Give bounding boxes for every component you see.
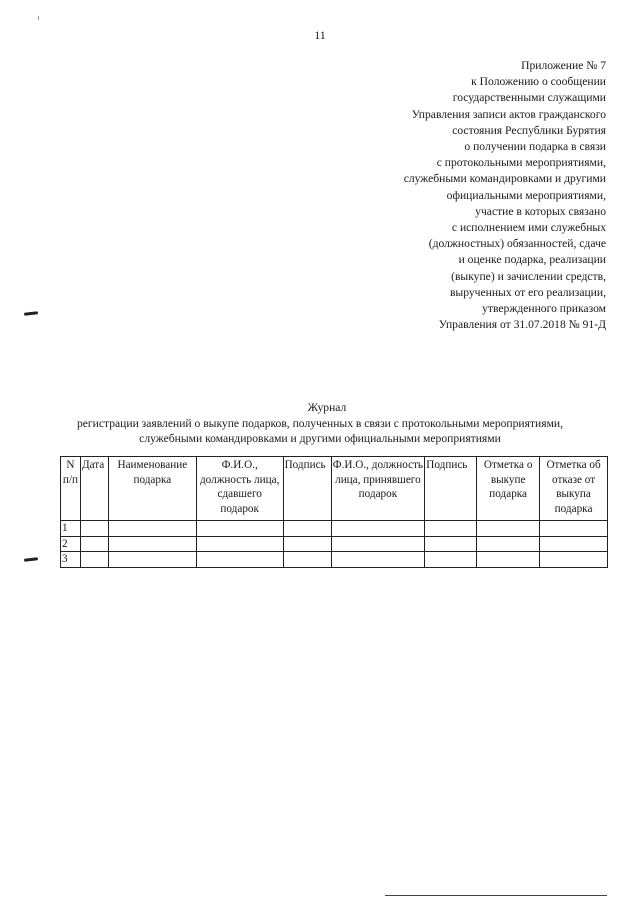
row-number-cell: 2 — [61, 536, 81, 552]
appendix-line: служебными командировками и другими — [403, 172, 606, 186]
table-cell — [283, 552, 331, 568]
appendix-line: Управления записи актов гражданского — [411, 107, 606, 121]
column-header-signature: Подпись — [283, 457, 331, 521]
table-row — [61, 536, 608, 552]
appendix-line: вырученных от его реализации, — [449, 285, 606, 299]
column-header-number: N п/п — [61, 457, 81, 521]
scan-mark — [24, 557, 38, 561]
table-cell — [108, 536, 196, 552]
journal-subtitle-line: служебными командировками и другими официальными мероприятиями — [139, 432, 501, 445]
table-row — [61, 521, 608, 537]
table-cell — [425, 536, 477, 552]
row-number-cell: 3 — [61, 552, 81, 568]
table-cell — [477, 552, 540, 568]
column-header-gift-name: Наименование подарка — [108, 457, 196, 521]
row-number-cell: 1 — [61, 521, 81, 537]
table-cell — [283, 521, 331, 537]
appendix-header — [306, 58, 606, 333]
journal-title: Журнал — [307, 401, 347, 414]
column-header-submitter: Ф.И.О., должность лица, сдавшего подарок — [196, 457, 283, 521]
table-cell — [331, 521, 425, 537]
registration-table — [60, 456, 608, 568]
scan-mark — [24, 311, 38, 315]
appendix-line: с протокольными мероприятиями, — [436, 156, 606, 170]
table-cell — [540, 521, 608, 537]
appendix-line: с исполнением ими служебных — [451, 221, 606, 235]
appendix-line: и оценке подарка, реализации — [458, 253, 606, 267]
appendix-line: Управления от 31.07.2018 № 91-Д — [438, 318, 606, 332]
appendix-line: утвержденного приказом — [482, 302, 606, 316]
column-header-signature: Подпись — [425, 457, 477, 521]
table-cell — [425, 552, 477, 568]
table-cell — [283, 536, 331, 552]
table-cell — [477, 536, 540, 552]
table-cell — [108, 521, 196, 537]
appendix-line: (выкупе) и зачислении средств, — [451, 269, 606, 283]
table-header-row — [61, 457, 608, 521]
table-cell — [425, 521, 477, 537]
appendix-line: Приложение № 7 — [521, 59, 606, 72]
appendix-line: участие в которых связано — [475, 204, 606, 218]
journal-heading — [0, 400, 640, 447]
column-header-date: Дата — [80, 457, 108, 521]
footer-rule — [385, 895, 607, 896]
table-cell — [331, 536, 425, 552]
table-cell — [108, 552, 196, 568]
table-cell — [196, 521, 283, 537]
table-cell — [196, 536, 283, 552]
table-cell — [80, 552, 108, 568]
appendix-line: официальными мероприятиями, — [446, 188, 606, 202]
appendix-line: о получении подарка в связи — [464, 140, 606, 154]
journal-subtitle-line: регистрации заявлений о выкупе подарков, полученных в связи с протокольными мероприятиями, — [76, 416, 564, 430]
scan-speck — [38, 16, 39, 20]
appendix-line: состояния Республики Бурятия — [452, 123, 606, 137]
column-header-buyout-mark: Отметка о выкупе подарка — [477, 457, 540, 521]
column-header-refusal-mark: Отметка об отказе от выкупа подарка — [540, 457, 608, 521]
table-cell — [196, 552, 283, 568]
page-number: 11 — [314, 28, 326, 42]
table-cell — [80, 521, 108, 537]
table-cell — [331, 552, 425, 568]
table-cell — [477, 521, 540, 537]
appendix-line: к Положению о сообщении — [471, 75, 606, 89]
appendix-line: государственными служащими — [452, 91, 606, 105]
appendix-line: (должностных) обязанностей, сдаче — [428, 237, 606, 251]
table-cell — [540, 552, 608, 568]
table-row — [61, 552, 608, 568]
column-header-receiver: Ф.И.О., должность лица, принявшего подарок — [331, 457, 425, 521]
table-cell — [80, 536, 108, 552]
table-cell — [540, 536, 608, 552]
